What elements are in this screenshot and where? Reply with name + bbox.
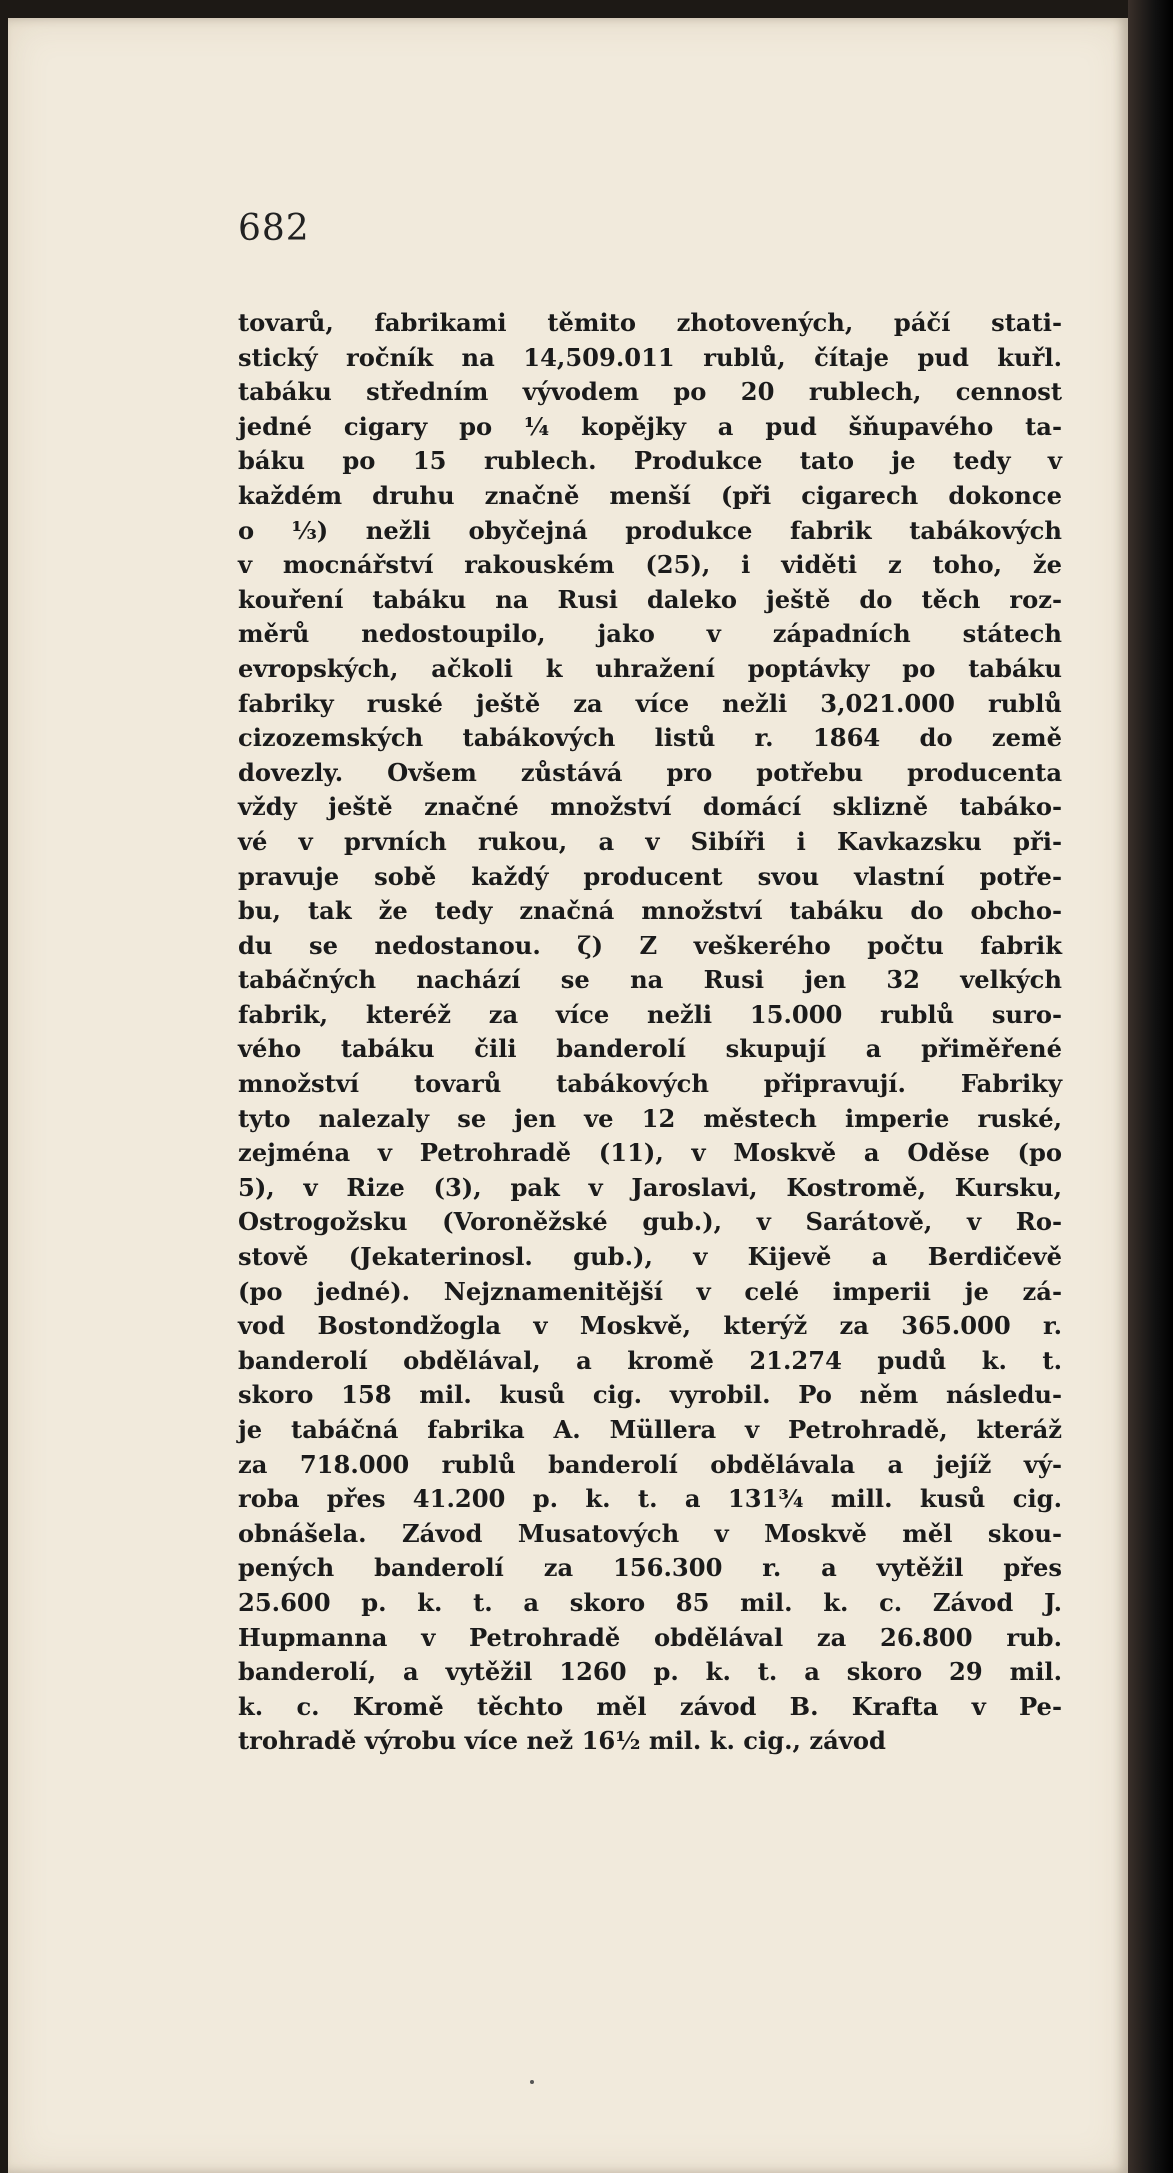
body-text (238, 306, 1062, 1759)
text-line: je tabáčná fabrika A. Müllera v Petrohradě, kteráž (238, 1415, 1062, 1444)
text-line: zejména v Petrohradě (11), v Moskvě a Oděse (po (238, 1138, 1062, 1168)
text-line: tovarů, fabrikami těmito zhotovených, páčí stati- (238, 308, 1062, 337)
text-line: trohradě výrobu více než 16½ mil. k. cig., závod (238, 1726, 886, 1756)
ink-speck (530, 2080, 534, 2084)
text-line: tyto nalezaly se jen ve 12 městech imperie ruské, (238, 1103, 1062, 1133)
text-line: 25.600 p. k. t. a skoro 85 mil. k. c. Závod J. (238, 1587, 1062, 1617)
text-line: 5), v Rize (3), pak v Jaroslavi, Kostromě, Kursku, (238, 1172, 1062, 1202)
text-line: tabáčných nachází se na Rusi jen 32 velkých (238, 965, 1062, 995)
text-line: množství tovarů tabákových připravují. Fabriky (238, 1069, 1062, 1099)
text-line: kouření tabáku na Rusi daleko ještě do těch roz- (238, 584, 1062, 614)
text-line: banderolí obdělával, a kromě 21.274 pudů k. t. (238, 1345, 1062, 1375)
text-line: fabriky ruské ještě za více nežli 3,021.000 rublů (238, 688, 1062, 718)
text-line: báku po 15 rublech. Produkce tato je tedy v (238, 446, 1062, 476)
text-line: vého tabáku čili banderolí skupují a přiměřené (238, 1034, 1062, 1064)
text-line: jedné cigary po ¼ kopějky a pud šňupavého ta- (238, 411, 1062, 441)
text-line: cizozemských tabákových listů r. 1864 do země (238, 723, 1062, 753)
text-line: (po jedné). Nejznamenitější v celé imperii je zá- (238, 1276, 1062, 1306)
text-line: Ostrogožsku (Voroněžské gub.), v Sarátově, v Ro- (238, 1207, 1062, 1237)
text-line: Hupmanna v Petrohradě obdělával za 26.800 rub. (238, 1622, 1062, 1652)
page-number: 682 (238, 208, 310, 249)
text-line: k. c. Kromě těchto měl závod B. Krafta v Pe- (238, 1691, 1062, 1721)
text-line: obnášela. Závod Musatových v Moskvě měl skou- (238, 1518, 1062, 1548)
text-line: měrů nedostoupilo, jako v západních státech (238, 619, 1062, 649)
text-line: vod Bostondžogla v Moskvě, kterýž za 365.000 r. (238, 1311, 1062, 1341)
text-line: tabáku středním vývodem po 20 rublech, cennost (238, 377, 1062, 407)
text-line: evropských, ačkoli k uhražení poptávky po tabáku (238, 653, 1062, 683)
text-line: banderolí, a vytěžil 1260 p. k. t. a skoro 29 mil. (238, 1657, 1062, 1687)
book-spine-shadow (1128, 0, 1173, 2173)
text-line: každém druhu značně menší (při cigarech dokonce (238, 480, 1062, 510)
text-line: stický ročník na 14,509.011 rublů, čítaje pud kuřl. (238, 342, 1062, 372)
text-line: bu, tak že tedy značná množství tabáku do obcho- (238, 896, 1062, 926)
text-line: roba přes 41.200 p. k. t. a 131¾ mill. kusů cig. (238, 1484, 1062, 1514)
text-line: pravuje sobě každý producent svou vlastní potře- (238, 861, 1062, 891)
text-line: pených banderolí za 156.300 r. a vytěžil přes (238, 1553, 1062, 1583)
text-line: fabrik, kteréž za více nežli 15.000 rublů suro- (238, 999, 1062, 1029)
text-line: du se nedostanou. ζ) Z veškerého počtu fabrik (238, 930, 1062, 960)
text-line: skoro 158 mil. kusů cig. vyrobil. Po něm následu- (238, 1380, 1062, 1410)
text-line: dovezly. Ovšem zůstává pro potřebu producenta (238, 757, 1062, 787)
text-line: vždy ještě značné množství domácí sklizně tabáko- (238, 792, 1062, 822)
text-line: vé v prvních rukou, a v Sibíři i Kavkazsku při- (238, 826, 1062, 856)
text-line: za 718.000 rublů banderolí obdělávala a jejíž vý- (238, 1449, 1062, 1479)
text-line: stově (Jekaterinosl. gub.), v Kijevě a Berdičevě (238, 1242, 1062, 1272)
text-line: o ⅓) nežli obyčejná produkce fabrik tabákových (238, 515, 1062, 545)
text-line: v mocnářství rakouském (25), i viděti z toho, že (238, 550, 1062, 580)
